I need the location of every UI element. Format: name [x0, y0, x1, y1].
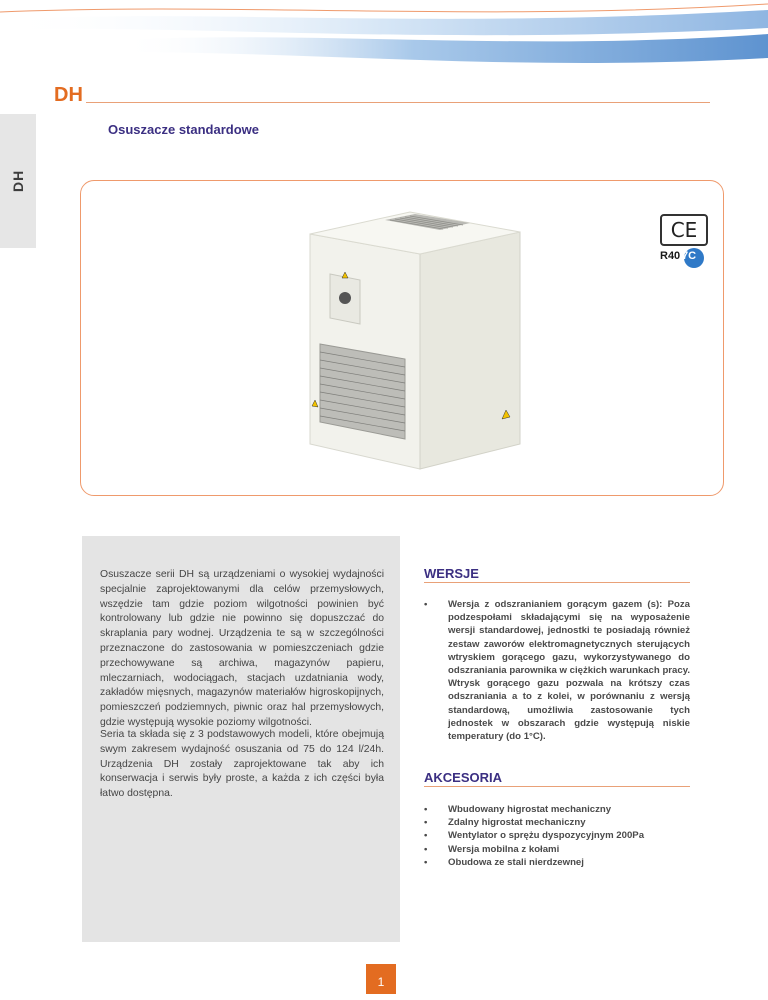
accessories-list [424, 803, 644, 869]
list-item [424, 856, 644, 869]
accessories-divider [424, 786, 690, 787]
bullet-icon: • [424, 817, 428, 829]
title-divider [86, 102, 710, 103]
list-item [424, 803, 644, 816]
page-subtitle: Osuszacze standardowe [108, 122, 259, 137]
accessory-item-text: Zdalny higrostat mechaniczny [448, 817, 586, 829]
list-item [424, 829, 644, 842]
version-item-text: Wersja z odszranianiem gorącym gazem (s): Poza podzespołami składającymi się na wyposażenie wersji standardowej, jednostki te posiadają również zestaw zaworów elektromagnetycznych sterujących wtryskiem gorącego gazu, wykorzystywanego do odszraniania parownika w ciężkich warunkach pracy. Wtrysk gorącego gazu pozwala na krótszy czas odszraniania a to z kolei, w porównaniu z wersją standardową, umożliwia zastosowanie tych jednostek w obszarach gdzie występują niskie temperatury (do 1°C). [448, 599, 690, 743]
description-paragraph-1: Osuszacze serii DH są urządzeniami o wysokiej wydajności specjalnie zaprojektowanymi dla celów przemysłowych, wszędzie tam gdzie poziom wilgotności powinien być kontrolowany lub gdzie nie powinno się dopuszczać do skraplania pary wodnej. Urządzenia te są w szczególności przeznaczone do zastosowania w pomieszczeniach gdzie przechowywane są archiwa, magazynów papieru, mleczarniach, wodociągach, stacjach uzdatniania wody, zakładów mięsnych, magazynów materiałów higroskopijnych, pomieszczeń podziemnych, piwnic oraz hal przemysłowych, gdzie występują wysokie poziomy wilgotności. [100, 569, 384, 728]
ce-mark-icon: CE [660, 214, 708, 246]
list-item [424, 816, 644, 829]
description-panel [82, 536, 400, 942]
accessory-item-text: Wentylator o sprężu dyspozycyjnym 200Pa [448, 830, 645, 842]
page-title: DH [54, 84, 83, 106]
list-item [424, 598, 690, 743]
description-paragraph-2: Seria ta składa się z 3 podstawowych modeli, które obejmują swym zakresem wydajność osuszania od 75 do 124 l/24h. Urządzenia DH zostały zaprojektowane tak aby ich konserwacja i serwis były proste, a każda z ich części była łatwo dostępna. [100, 729, 384, 800]
bullet-icon: • [424, 804, 428, 815]
refrigerant-suffix: 7C [682, 250, 697, 262]
dehumidifier-unit-image [290, 194, 530, 474]
bullet-icon: • [424, 856, 428, 868]
accessories-heading: AKCESORIA [424, 770, 503, 785]
accessory-item-text: Obudowa ze stali nierdzewnej [448, 856, 584, 868]
accessory-item-text: Wbudowany higrostat mechaniczny [448, 804, 612, 815]
header-wave-banner [0, 0, 768, 80]
bullet-icon: • [424, 599, 428, 610]
side-section-tab [0, 114, 36, 248]
versions-heading: WERSJE [424, 566, 479, 581]
refrigerant-prefix: R40 [660, 250, 681, 262]
accessory-item-text: Wersja mobilna z kołami [448, 843, 560, 855]
versions-list [424, 598, 690, 743]
bullet-icon: • [424, 843, 428, 855]
versions-divider [424, 582, 690, 583]
side-tab-label: DH [10, 169, 26, 193]
list-item [424, 843, 644, 856]
bullet-icon: • [424, 830, 428, 842]
page-number: 1 [366, 964, 396, 994]
